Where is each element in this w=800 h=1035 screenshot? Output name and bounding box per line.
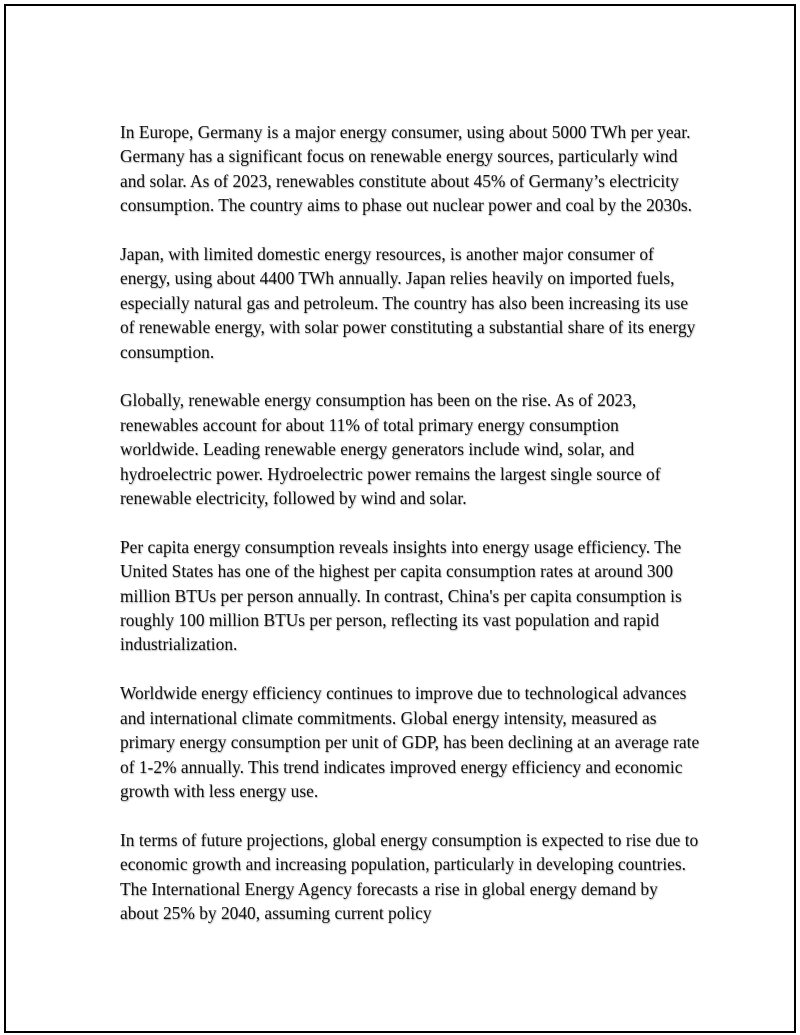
paragraph-future-projections: In terms of future projections, global energy consumption is expected to rise due to economic growth and increasing population, particularly in developing countries. The International Energy Agency forecasts a rise in global energy demand by about 25% by 2040, assuming current policy <box>120 829 699 923</box>
paragraph-global-renewables: Globally, renewable energy consumption has been on the rise. As of 2023, renewables account for about 11% of total primary energy consumption worldwide. Leading renewable energy generators include wind, solar, and hydroelectric power. Hydroelectric power remains the largest single source of renewable electricity, followed by wind and solar. <box>120 390 661 509</box>
paragraph-germany: In Europe, Germany is a major energy consumer, using about 5000 TWh per year. Germany has a significant focus on renewable energy sources, particularly wind and solar. As of 2023, renewables constitute about 45% of Germany’s electricity consumption. The country aims to phase out nuclear power and coal by the 2030s. <box>120 122 692 216</box>
paragraph-per-capita: Per capita energy consumption reveals insights into energy usage efficiency. The United States has one of the highest per capita consumption rates at around 300 million BTUs per person annually. In contrast, China's per capita consumption is roughly 100 million BTUs per person, reflecting its vast population and rapid industrialization. <box>120 536 682 655</box>
document-body <box>120 120 700 950</box>
paragraph-energy-efficiency: Worldwide energy efficiency continues to improve due to technological advances and international climate commitments. Global energy intensity, measured as primary energy consumption per unit of GDP, has been declining at an average rate of 1-2% annually. This trend indicates improved energy efficiency and economic growth with less energy use. <box>120 683 700 801</box>
paragraph-japan: Japan, with limited domestic energy resources, is another major consumer of energy, using about 4400 TWh annually. Japan relies heavily on imported fuels, especially natural gas and petroleum. The country has also been increasing its use of renewable energy, with solar power constituting a substantial share of its energy consumption. <box>120 244 696 362</box>
document-page <box>4 4 796 1033</box>
